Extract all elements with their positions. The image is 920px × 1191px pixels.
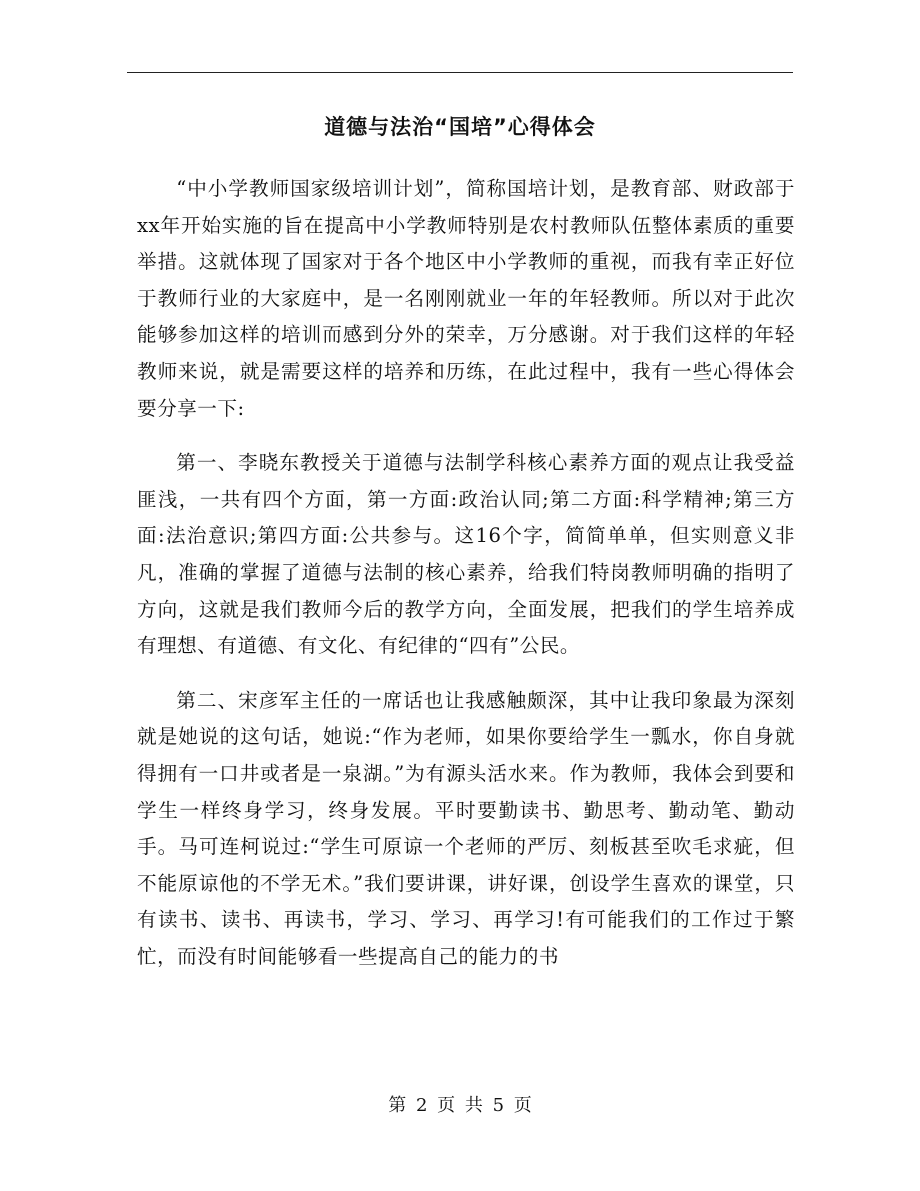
- document-title: 道德与法治“国培”心得体会: [324, 115, 596, 139]
- header-rule: [127, 72, 793, 73]
- paragraph-first-point: 第一、李晓东教授关于道德与法制学科核心素养方面的观点让我受益匪浅，一共有四个方面，第一方面:政治认同;第二方面:科学精神;第三方面:法治意识;第四方面:公共参与。这16个字，简简单单，但实则意义非凡，准确的掌握了道德与法制的核心素养，给我们特岗教师明确的指明了方向，这就是我们教师今后的教学方向，全面发展，把我们的学生培养成有理想、有道德、有文化、有纪律的“四有”公民。: [137, 451, 795, 658]
- paragraph-second-point: 第二、宋彦军主任的一席话也让我感触颇深，其中让我印象最为深刻就是她说的这句话，她说:“作为老师，如果你要给学生一瓢水，你自身就得拥有一口井或者是一泉湖。”为有源头活水来。作为教师，我体会到要和学生一样终身学习，终身发展。平时要勤读书、勤思考、勤动笔、勤动手。马可连柯说过:“学生可原谅一个老师的严厉、刻板甚至吹毛求疵，但不能原谅他的不学无术。”我们要讲课，讲好课，创设学生喜欢的课堂，只有读书、读书、再读书，学习、学习、再学习!有可能我们的工作过于繁忙，而没有时间能够看一些提高自己的能力的书: [137, 688, 795, 968]
- page-number: 第 2 页 共 5 页: [388, 1095, 532, 1116]
- paragraph-intro: “中小学教师国家级培训计划”，简称国培计划，是教育部、财政部于xx年开始实施的旨在提高中小学教师特别是农村教师队伍整体素质的重要举措。这就体现了国家对于各个地区中小学教师的重视，而我有幸正好位于教师行业的大家庭中，是一名刚刚就业一年的年轻教师。所以对于此次能够参加这样的培训而感到分外的荣幸，万分感谢。对于我们这样的年轻教师来说，就是需要这样的培养和历练，在此过程中，我有一些心得体会要分享一下:: [137, 177, 795, 420]
- document-body: [137, 171, 795, 993]
